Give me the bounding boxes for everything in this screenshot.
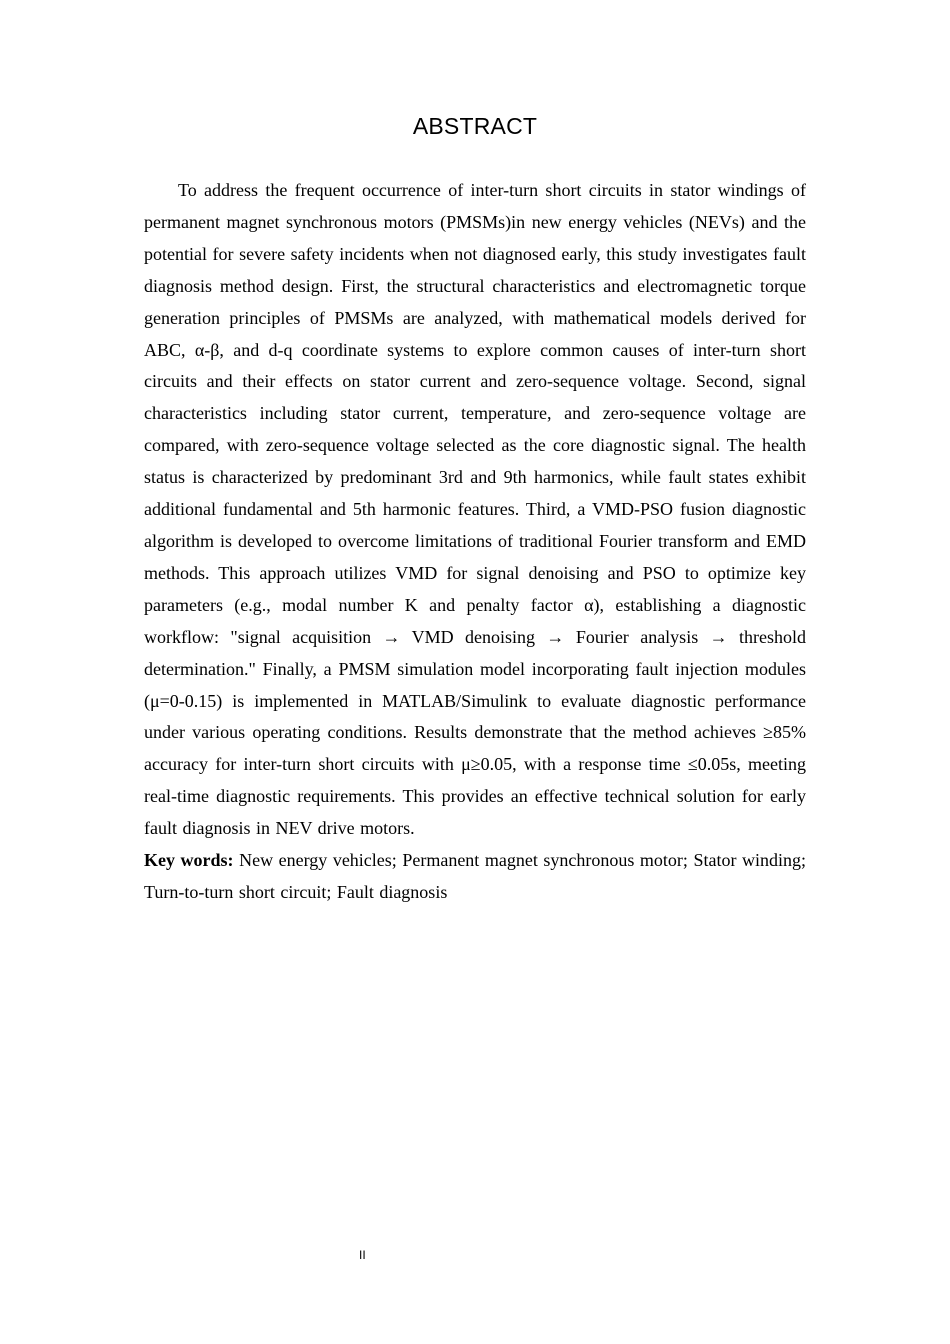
keywords-text: New energy vehicles; Permanent magnet synchronous motor; Stator winding; Turn-to-turn short circuit; Fault diagnosis [144,850,806,902]
abstract-heading: ABSTRACT [412,113,538,139]
page-number: II [359,1248,366,1262]
abstract-paragraph: To address the frequent occurrence of inter-turn short circuits in stator windings of permanent magnet synchronous motors (PMSMs)in new energy vehicles (NEVs) and the potential for severe safety incidents when not diagnosed early, this study investigates fault diagnosis method design. First, the structural characteristics and electromagnetic torque generation principles of PMSMs are analyzed, with mathematical models derived for ABC, α-β, and d-q coordinate systems to explore common causes of inter-turn short circuits and their effects on stator current and zero-sequence voltage. Second, signal characteristics including stator current, temperature, and zero-sequence voltage are compared, with zero-sequence voltage selected as the core diagnostic signal. The health status is characterized by predominant 3rd and 9th harmonics, while fault states exhibit additional fundamental and 5th harmonic features. Third, a VMD-PSO fusion diagnostic algorithm is developed to overcome limitations of traditional Fourier transform and EMD methods. This approach utilizes VMD for signal denoising and PSO to optimize key parameters (e.g., modal number K and penalty factor α), establishing a diagnostic workflow: "signal acquisition → VMD denoising → Fourier analysis → threshold determination." Finally, a PMSM simulation model incorporating fault injection modules (μ=0-0.15) is implemented in MATLAB/Simulink to evaluate diagnostic performance under various operating conditions. Results demonstrate that the method achieves ≥85% accuracy for inter-turn short circuits with μ≥0.05, with a response time ≤0.05s, meeting real-time diagnostic requirements. This provides an effective technical solution for early fault diagnosis in NEV drive motors. [144,180,806,839]
keywords-line [144,845,806,909]
keywords-label: Key words: [144,850,234,871]
abstract-body [144,175,806,909]
